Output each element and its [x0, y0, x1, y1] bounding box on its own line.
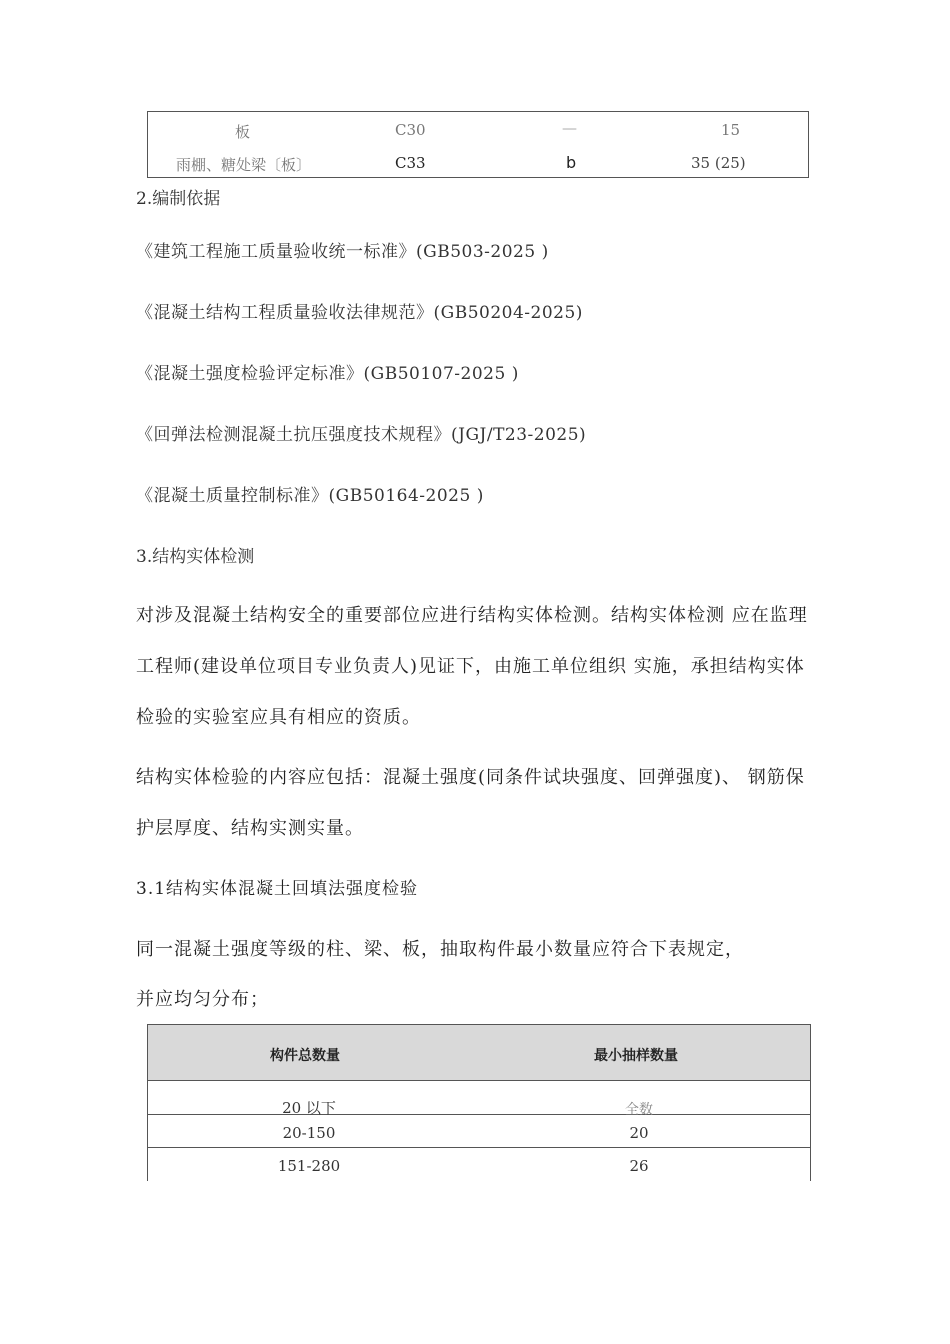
table-cell: C33 [395, 154, 426, 172]
table-cell: 20-150 [282, 1124, 336, 1142]
table-header-cell: 构件总数量 [270, 1048, 340, 1064]
paragraph-line: 并应均匀分布； [136, 989, 269, 1010]
table-header-row [147, 1024, 811, 1081]
sampling-table [147, 1024, 811, 1181]
section-heading: 3.1结构实体混凝土回填法强度检验 [136, 879, 419, 899]
table-cell: 26 [629, 1157, 649, 1175]
paragraph-line: 工程师(建设单位项目专业负责人)见证下，由施工单位组织 实施，承担结构实体 [136, 656, 805, 677]
section-heading: 3.结构实体检测 [136, 547, 255, 567]
table-cell: b [566, 153, 577, 172]
table-cell: 雨棚、糖处梁〔板〕 [176, 156, 312, 174]
paragraph-line: 护层厚度、结构实测实量。 [136, 818, 364, 839]
paragraph-line: 对涉及混凝土结构安全的重要部位应进行结构实体检测。结构实体检测 应在监理 [136, 605, 808, 626]
reference-item: 《混凝土强度检验评定标准》(GB50107-2025 ) [136, 364, 519, 384]
table-cell: 全数 [625, 1102, 653, 1118]
table-cell: 35 (25) [691, 154, 746, 172]
section-heading: 2.编制依据 [136, 189, 221, 209]
reference-item: 《建筑工程施工质量验收统一标准》(GB503-2025 ) [136, 242, 549, 262]
table-cell: 20 以下 [282, 1099, 336, 1117]
reference-item: 《混凝土结构工程质量验收法律规范》(GB50204-2025) [136, 303, 583, 323]
reference-item: 《混凝土质量控制标准》(GB50164-2025 ) [136, 486, 484, 506]
table-cell: — [562, 119, 577, 137]
table-border [147, 1081, 148, 1181]
table-header-cell: 最小抽样数量 [594, 1048, 678, 1064]
table-cell: 板 [235, 123, 251, 141]
table-border [810, 1081, 811, 1181]
table-cell: 15 [721, 121, 741, 139]
concrete-cover-table [147, 111, 809, 178]
table-cell: 20 [629, 1124, 649, 1142]
reference-item: 《回弹法检测混凝土抗压强度技术规程》(JGJ/T23-2025) [136, 425, 587, 445]
table-border [147, 1147, 811, 1148]
table-cell: C30 [395, 121, 426, 139]
table-cell: 151-280 [277, 1157, 341, 1175]
paragraph-line: 检验的实验室应具有相应的资质。 [136, 707, 421, 728]
paragraph-line: 结构实体检验的内容应包括：混凝土强度(同条件试块强度、回弹强度)、 钢筋保 [136, 767, 805, 788]
paragraph-line: 同一混凝土强度等级的柱、梁、板，抽取构件最小数量应符合下表规定， [136, 939, 744, 960]
